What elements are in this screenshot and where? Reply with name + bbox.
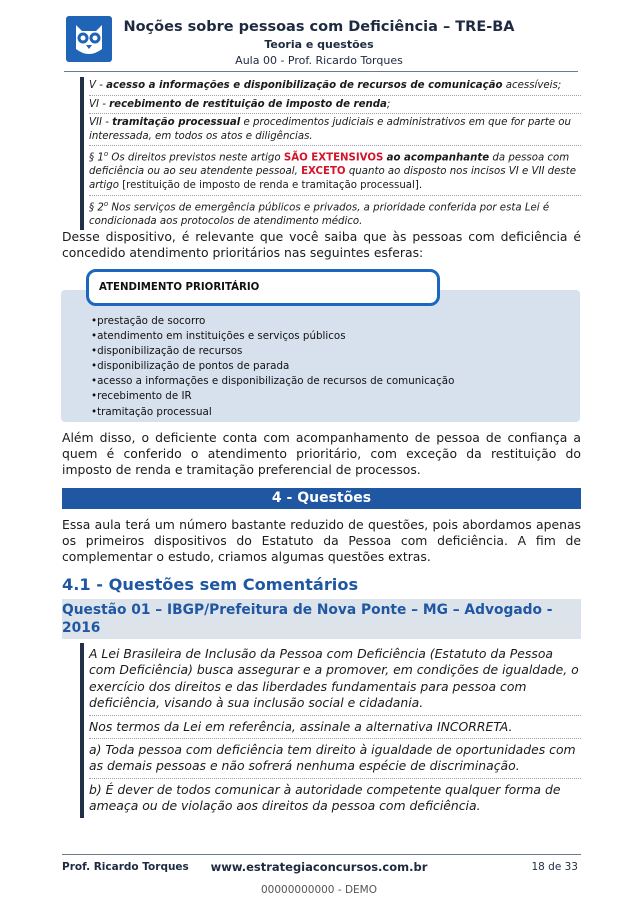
law-item-v: V - acesso a informações e disponibilização de recursos de comunicação acessíveis; [89, 77, 581, 96]
footer-divider [62, 854, 581, 855]
priority-diagram-title: ATENDIMENTO PRIORITÁRIO [99, 282, 260, 293]
header-title: Noções sobre pessoas com Deficiência – TRE-BA [123, 19, 515, 35]
header-subtitle: Teoria e questões [264, 38, 374, 51]
body-paragraph-1: Desse dispositivo, é relevante que você saiba que às pessoas com deficiência é concedido atendimento prioritários nas seguintes esferas: [62, 229, 581, 261]
header-lesson: Aula 00 - Prof. Ricardo Torques [235, 54, 403, 67]
question-stem: A Lei Brasileira de Inclusão da Pessoa com Deficiência (Estatuto da Pessoa com Deficiência) busca assegurar e a promover, em condições de igualdade, o exercício dos direitos e das liberdades fundamentais para pessoa com deficiência, visando à sua inclusão social e cidadania. [89, 643, 581, 716]
option-b: b) É dever de todos comunicar à autoridade competente qualquer forma de ameaça ou de violação aos direitos da pessoa com deficiência. [89, 781, 561, 814]
footer-website-link[interactable]: www.estrategiaconcursos.com.br [210, 860, 428, 874]
priority-diagram-title-box [86, 269, 440, 306]
law-quote-block [80, 77, 581, 230]
law-item-vi: VI - recebimento de restituição de imposto de renda; [89, 96, 581, 115]
list-item: •disponibilização de recursos [91, 345, 243, 358]
list-item: •atendimento em instituições e serviços públicos [91, 330, 346, 343]
section-heading: 4 - Questões [62, 488, 581, 509]
demo-watermark: 00000000000 - DEMO [261, 884, 377, 896]
law-item-vii: VII - tramitação processual e procedimentos judiciais e administrativos em que for parte ou interessada, em todos os atos e diligências. [89, 114, 581, 146]
list-item: •prestação de socorro [91, 315, 206, 327]
law-paragraph-1: § 1$^o$ Os direitos previstos neste artigo SÃO EXTENSIVOS ao acompanhante da pessoa com deficiência ou ao seu atendente pessoal, EXCETO quanto ao disposto nos incisos VI e VII deste artigo [restituição de imposto de renda e tramitação processual]. [89, 146, 581, 195]
list-item: •recebimento de IR [91, 390, 192, 403]
body-paragraph-2: Além disso, o deficiente conta com acompanhamento de pessoa de confiança a quem é conferido o atendimento prioritário, com exceção da restituição do imposto de renda e tramitação preferencial de processos. [62, 430, 581, 478]
question-block [80, 643, 581, 818]
body-paragraph-3: Essa aula terá um número bastante reduzido de questões, pois abordamos apenas os primeiros dispositivos do Estatuto da Pessoa com deficiência. A fim de complementar o estudo, criamos algumas questões extras. [62, 517, 581, 565]
law-paragraph-2: § 2$^o$ Nos serviços de emergência públicos e privados, a prioridade conferida por esta Lei é condicionada aos protocolos de atendimento médico. [89, 199, 550, 227]
list-item: •acesso a informações e disponibilização de recursos de comunicação [91, 375, 455, 388]
question-heading: Questão 01 – IBGP/Prefeitura de Nova Ponte – MG – Advogado - 2016 [62, 599, 581, 639]
option-a: a) Toda pessoa com deficiência tem direito à igualdade de oportunidades com as demais pessoas e não sofrerá nenhuma espécie de discriminação. [89, 739, 581, 779]
priority-diagram-list [91, 314, 454, 420]
question-command: Nos termos da Lei em referência, assinale a alternativa INCORRETA. [89, 716, 581, 739]
subsection-heading: 4.1 - Questões sem Comentários [62, 575, 359, 594]
header-divider [64, 71, 578, 72]
footer-author: Prof. Ricardo Torques [62, 861, 189, 873]
list-item: •tramitação processual [91, 405, 212, 418]
footer-page-number: 18 de 33 [531, 861, 578, 873]
page-header [0, 0, 638, 66]
list-item: •disponibilização de pontos de parada [91, 360, 290, 373]
